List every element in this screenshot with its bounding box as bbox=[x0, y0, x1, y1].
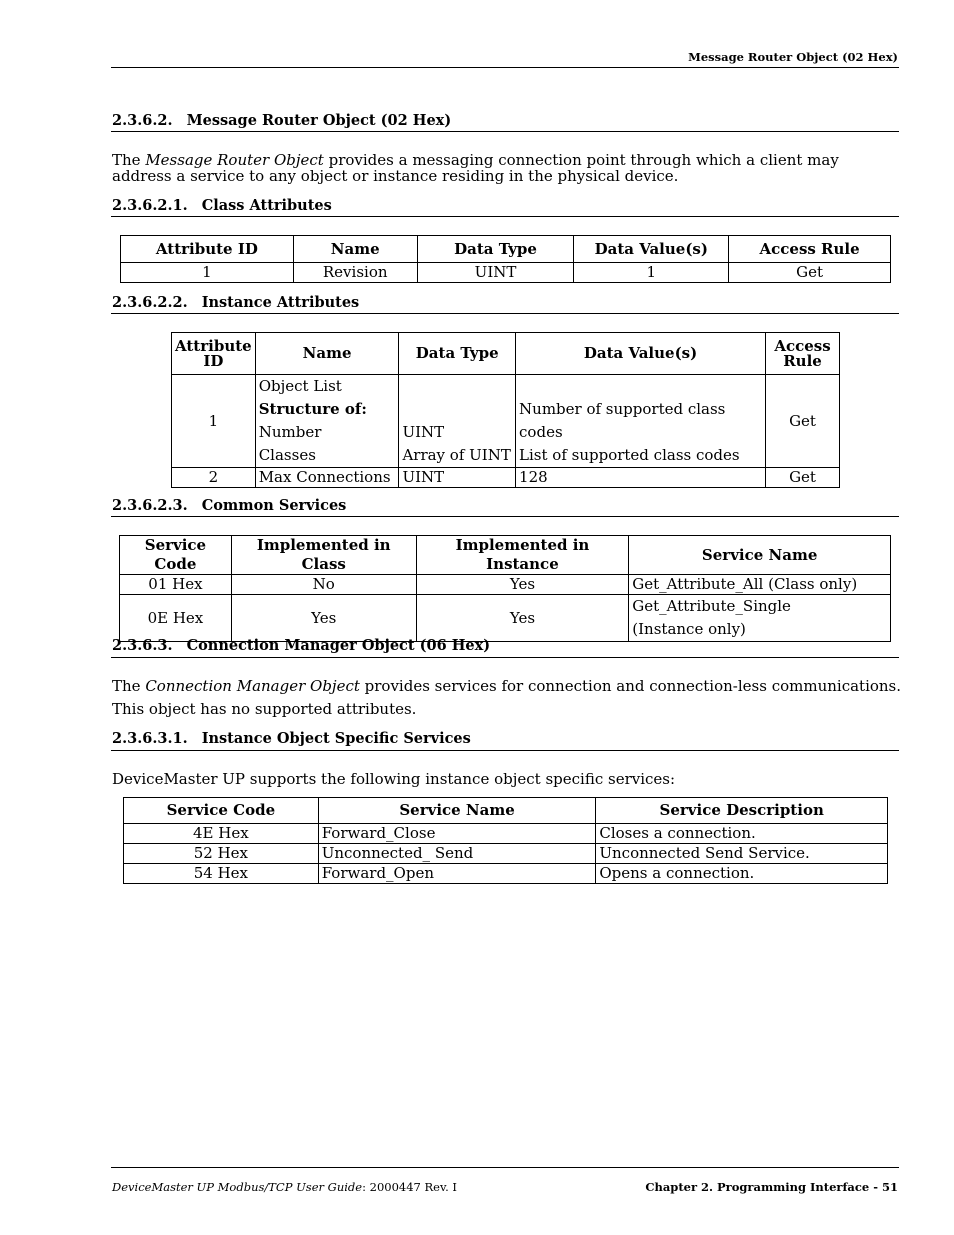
table-cell: 2 bbox=[172, 468, 256, 488]
section-number: 2.3.6.2.3. bbox=[112, 497, 188, 514]
table-cell: Get bbox=[766, 468, 840, 488]
section-heading-23622 bbox=[112, 294, 359, 311]
cell-line: Number of supported class codes bbox=[519, 400, 726, 441]
table-row bbox=[124, 824, 888, 844]
instance-attributes-table bbox=[171, 332, 840, 488]
cell-line: Classes bbox=[258, 446, 316, 464]
table-cell bbox=[516, 375, 766, 468]
cell-line: Object List bbox=[258, 377, 342, 395]
column-header: Access Rule bbox=[766, 333, 840, 375]
table-cell: Unconnected_ Send bbox=[318, 844, 596, 864]
cell-line: Number bbox=[258, 423, 322, 441]
cell-line: Get_Attribute_Single bbox=[632, 597, 791, 615]
section-title: Connection Manager Object (06 Hex) bbox=[186, 637, 491, 654]
heading-rule bbox=[111, 657, 899, 658]
footer-document-title bbox=[112, 1180, 457, 1194]
heading-rule bbox=[111, 516, 899, 517]
section-number: 2.3.6.3.1. bbox=[112, 730, 188, 747]
table-cell bbox=[255, 375, 399, 468]
section-title: Instance Object Specific Services bbox=[201, 730, 471, 747]
table-cell: 4E Hex bbox=[124, 824, 319, 844]
section-number: 2.3.6.3. bbox=[112, 637, 173, 654]
table-cell bbox=[629, 595, 891, 642]
table-cell: Closes a connection. bbox=[596, 824, 888, 844]
ios-intro: DeviceMaster UP supports the following instance object specific services: bbox=[112, 770, 676, 788]
footer-guide-name: DeviceMaster UP Modbus/TCP User Guide bbox=[112, 1180, 363, 1194]
table-cell: Forward_Open bbox=[318, 864, 596, 884]
table-cell: 1 bbox=[121, 263, 294, 283]
section-heading-2363 bbox=[112, 637, 490, 654]
table-cell: No bbox=[231, 575, 416, 595]
cm-intro-line1 bbox=[112, 677, 901, 695]
table-cell: UINT bbox=[417, 263, 574, 283]
table-cell: Opens a connection. bbox=[596, 864, 888, 884]
table-cell: Forward_Close bbox=[318, 824, 596, 844]
cm-intro-pre: The bbox=[112, 677, 146, 695]
section-heading-23623 bbox=[112, 497, 346, 514]
table-header-row bbox=[120, 536, 891, 575]
intro-paragraph bbox=[112, 152, 887, 184]
footer-rule bbox=[111, 1167, 899, 1168]
section-title: Class Attributes bbox=[201, 197, 332, 214]
section-number: 2.3.6.2.1. bbox=[112, 197, 188, 214]
section-heading-23621 bbox=[112, 197, 332, 214]
table-cell: Yes bbox=[416, 595, 629, 642]
table-row bbox=[120, 595, 891, 642]
intro-emphasis: Message Router Object bbox=[145, 151, 324, 169]
column-header: Implemented in Class bbox=[231, 536, 416, 575]
table-cell: 0E Hex bbox=[120, 595, 232, 642]
header-rule bbox=[111, 67, 899, 68]
column-header: Service Code bbox=[124, 798, 319, 824]
heading-rule bbox=[111, 313, 899, 314]
common-services-table bbox=[119, 535, 891, 642]
column-header: Data Type bbox=[417, 236, 574, 263]
table-cell: Yes bbox=[231, 595, 416, 642]
section-number: 2.3.6.2. bbox=[112, 112, 173, 129]
table-cell: Revision bbox=[293, 263, 417, 283]
running-header-title: Message Router Object (02 Hex) bbox=[688, 50, 898, 64]
table-cell bbox=[399, 375, 516, 468]
column-header: Service Description bbox=[596, 798, 888, 824]
footer-page-label: Chapter 2. Programming Interface - 51 bbox=[645, 1180, 898, 1194]
table-cell: Get bbox=[729, 263, 891, 283]
table-cell: UINT bbox=[399, 468, 516, 488]
cell-line: Structure of: bbox=[258, 400, 367, 418]
table-header-row bbox=[121, 236, 891, 263]
section-title: Instance Attributes bbox=[201, 294, 360, 311]
column-header: Attribute ID bbox=[172, 333, 256, 375]
section-heading-23631 bbox=[112, 730, 471, 747]
intro-post: provides a messaging connection point through which a client may address a service to any object or instance residing in the physical device. bbox=[112, 151, 839, 185]
cell-line: UINT bbox=[402, 423, 445, 441]
table-cell: 54 Hex bbox=[124, 864, 319, 884]
table-header-row bbox=[172, 333, 840, 375]
table-cell: 01 Hex bbox=[120, 575, 232, 595]
cm-intro-line2: This object has no supported attributes. bbox=[112, 700, 417, 718]
cell-line: (Instance only) bbox=[632, 620, 746, 638]
footer-doc-number: : 2000447 Rev. I bbox=[362, 1180, 457, 1194]
table-row bbox=[172, 375, 840, 468]
cm-intro-emphasis: Connection Manager Object bbox=[145, 677, 360, 695]
table-cell: Yes bbox=[416, 575, 629, 595]
column-header: Service Name bbox=[318, 798, 596, 824]
table-row bbox=[121, 263, 891, 283]
table-cell: Unconnected Send Service. bbox=[596, 844, 888, 864]
table-cell: 128 bbox=[516, 468, 766, 488]
section-title: Common Services bbox=[201, 497, 347, 514]
section-heading-2362 bbox=[112, 112, 451, 129]
heading-rule bbox=[111, 216, 899, 217]
intro-pre: The bbox=[112, 151, 146, 169]
cell-line: List of supported class codes bbox=[519, 446, 740, 464]
column-header: Data Value(s) bbox=[516, 333, 766, 375]
table-cell: Get bbox=[766, 375, 840, 468]
table-cell: Get_Attribute_All (Class only) bbox=[629, 575, 891, 595]
table-header-row bbox=[124, 798, 888, 824]
table-row bbox=[120, 575, 891, 595]
section-title: Message Router Object (02 Hex) bbox=[186, 112, 452, 129]
table-cell: 52 Hex bbox=[124, 844, 319, 864]
cell-line: Array of UINT bbox=[402, 446, 511, 464]
table-row bbox=[124, 864, 888, 884]
column-header: Service Name bbox=[629, 536, 891, 575]
column-header: Implemented in Instance bbox=[416, 536, 629, 575]
column-header: Service Code bbox=[120, 536, 232, 575]
cm-intro-post: provides services for connection and connection-less communications. bbox=[359, 677, 902, 695]
heading-rule bbox=[111, 750, 899, 751]
class-attributes-table bbox=[120, 235, 891, 283]
instance-object-services-table bbox=[123, 797, 888, 884]
column-header: Name bbox=[255, 333, 399, 375]
column-header: Data Type bbox=[399, 333, 516, 375]
table-cell: Max Connections bbox=[255, 468, 399, 488]
table-row bbox=[172, 468, 840, 488]
column-header: Access Rule bbox=[729, 236, 891, 263]
section-number: 2.3.6.2.2. bbox=[112, 294, 188, 311]
table-cell: 1 bbox=[172, 375, 256, 468]
table-row bbox=[124, 844, 888, 864]
table-cell: 1 bbox=[574, 263, 729, 283]
column-header: Attribute ID bbox=[121, 236, 294, 263]
column-header: Name bbox=[293, 236, 417, 263]
heading-rule bbox=[111, 131, 899, 132]
column-header: Data Value(s) bbox=[574, 236, 729, 263]
